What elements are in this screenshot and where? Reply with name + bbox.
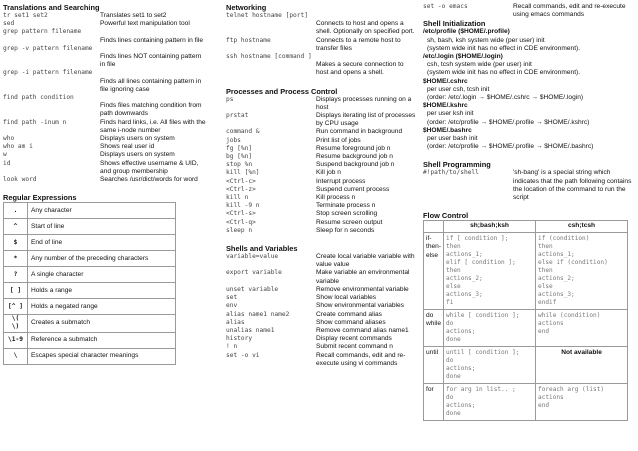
regex-meaning: Holds a negated range <box>28 299 176 315</box>
command-text: kill -9 n <box>226 202 260 210</box>
command-text: ! n <box>226 343 238 351</box>
description-text: Remove environmental variable <box>316 285 409 293</box>
column-3 <box>423 3 635 421</box>
description-text: Kill process n <box>316 194 356 202</box>
description-text: Kill job n <box>316 169 341 177</box>
init-heading: Shell Initialization <box>423 19 486 29</box>
list-item <box>226 269 416 285</box>
table-row <box>4 299 176 315</box>
init-line: $HOME/.kshrc <box>423 102 468 110</box>
init-line: $HOME/.cshrc <box>423 77 468 85</box>
table-row <box>4 219 176 235</box>
list-item <box>3 102 208 118</box>
shebang-command: #!path/to/shell <box>423 169 479 177</box>
translations-list <box>3 12 208 184</box>
description-text: Searches /usr/dict/words for word <box>100 176 198 184</box>
sh-syntax: while [ condition ]; do actions; done <box>444 310 536 347</box>
init-line: /etc/profile ($HOME/.profile) <box>423 28 510 36</box>
description-text: Terminate process n <box>316 202 376 210</box>
command-text: tr set1 set2 <box>3 12 48 19</box>
table-row <box>4 235 176 251</box>
regex-heading: Regular Expressions <box>3 193 77 203</box>
list-item <box>226 112 416 128</box>
list-item <box>226 343 416 351</box>
regex-meaning: Start of line <box>28 219 176 235</box>
networking-heading: Networking <box>226 3 267 12</box>
table-row <box>4 251 176 267</box>
list-item <box>226 20 416 36</box>
table-row <box>4 203 176 219</box>
regex-meaning: Escapes special character meanings <box>28 348 176 364</box>
processes-heading: Processes and Process Control <box>226 86 338 96</box>
regex-meaning: A single character <box>28 267 176 283</box>
command-text: history <box>226 335 253 343</box>
list-item <box>3 119 208 135</box>
command-text: grep pattern filename <box>3 28 82 36</box>
command-text: prstat <box>226 112 249 120</box>
regex-symbol: ^ <box>4 219 28 235</box>
csh-syntax: if (condition) then actions_1; else if (condition) then actions_2; else actions_3; endif <box>536 233 628 310</box>
csh-syntax: Not available <box>536 347 628 384</box>
list-item <box>226 169 416 177</box>
sh-syntax: if [ condition ]; then actions_1; elif [ condition ]; then actions_2; else actions_3; fi <box>444 233 536 310</box>
command-text: variable=value <box>226 253 279 261</box>
description-text: Interrupt process <box>316 177 366 185</box>
regex-meaning: End of line <box>28 235 176 251</box>
list-item <box>226 137 416 145</box>
table-row <box>424 347 628 384</box>
list-item <box>226 294 416 302</box>
command-text: kill [%n] <box>226 169 260 177</box>
list-item <box>226 186 416 194</box>
init-line: (system wide init has no effect in CDE environment). <box>427 44 581 52</box>
list-item <box>226 352 416 368</box>
init-line: per user csh, tcsh init <box>427 85 490 93</box>
command-text: jobs <box>226 136 241 144</box>
shebang-description: 'sh-bang' is a special string which indicates that the path following contains the location of the command to run the script <box>513 169 632 202</box>
csh-syntax: while (condition) actions end <box>536 310 628 347</box>
flow-header-empty <box>424 221 444 233</box>
command-text: ps <box>226 95 234 103</box>
list-item <box>226 227 416 235</box>
description-text: Sleep for n seconds <box>316 226 375 234</box>
description-text: Recall commands, edit and re-execute using vi commands <box>316 351 406 367</box>
table-row <box>424 310 628 347</box>
list-item <box>226 61 416 77</box>
command-text: alias <box>226 318 245 326</box>
description-text: Remove command alias name1 <box>316 326 409 334</box>
command-text: find path condition <box>3 94 74 102</box>
description-text <box>100 28 208 36</box>
description-text: Suspend current process <box>316 185 390 193</box>
csh-syntax: foreach arg (list) actions end <box>536 384 628 421</box>
sh-syntax: until [ condition ]; do actions; done <box>444 347 536 384</box>
list-item <box>3 37 208 45</box>
list-item <box>3 12 208 20</box>
flow-header-sh: sh;bash;ksh <box>444 221 536 233</box>
list-item <box>3 53 208 69</box>
emacs-command: set -o emacs <box>423 3 468 10</box>
description-text: Displays users on system <box>100 135 175 143</box>
command-text <box>226 20 316 36</box>
flow-construct: until <box>424 347 444 384</box>
table-row <box>4 283 176 299</box>
command-text: who am i <box>3 143 33 151</box>
list-item <box>3 143 208 151</box>
list-item <box>3 45 208 53</box>
init-line: csh, tcsh system wide (per user) init <box>427 61 532 69</box>
command-text: find path -inum n <box>3 118 67 126</box>
regex-table <box>3 202 176 364</box>
command-text: bg [%n] <box>226 153 253 161</box>
init-line: per user ksh init <box>427 110 474 118</box>
command-text <box>3 53 100 69</box>
command-text: env <box>226 302 238 310</box>
list-item <box>226 311 416 319</box>
emacs-description: Recall commands, edit and re-execute using emacs commands <box>513 3 626 19</box>
command-text: sleep n <box>226 226 253 234</box>
flow-table <box>423 220 628 421</box>
regex-symbol: * <box>4 251 28 267</box>
command-text: w <box>3 151 7 159</box>
description-text: Finds files matching condition from path downwards <box>100 102 202 118</box>
list-item <box>226 153 416 161</box>
regex-symbol: \( \) <box>4 315 28 332</box>
flow-construct: if-then-else <box>424 233 444 310</box>
list-item <box>3 176 208 184</box>
regex-meaning: Any character <box>28 203 176 219</box>
description-text: Show command aliases <box>316 318 386 326</box>
regex-symbol: \ <box>4 348 28 364</box>
description-text <box>316 53 416 61</box>
regex-meaning: Reference a submatch <box>28 332 176 348</box>
column-2 <box>226 3 416 368</box>
command-text: <Ctrl-q> <box>226 218 256 226</box>
list-item <box>226 128 416 136</box>
command-text: <Ctrl-s> <box>226 210 256 218</box>
command-text: set -o vi <box>226 351 260 359</box>
regex-symbol: . <box>4 203 28 219</box>
emacs-row <box>423 3 635 19</box>
init-line: /etc/.login ($HOME/.login) <box>423 53 503 61</box>
description-text: Suspend background job n <box>316 161 395 169</box>
list-item <box>226 96 416 112</box>
command-text: ftp hostname <box>226 36 271 44</box>
command-text <box>3 102 100 118</box>
description-text: Displays processes running on a host <box>316 95 412 111</box>
description-text: Resume screen output <box>316 218 383 226</box>
regex-symbol: \1-9 <box>4 332 28 348</box>
list-item <box>226 319 416 327</box>
init-list <box>423 28 635 151</box>
init-line: $HOME/.bashrc <box>423 126 472 134</box>
shells-list <box>226 253 416 368</box>
networking-list <box>226 12 416 78</box>
list-item <box>3 20 208 28</box>
command-text: <Ctrl-z> <box>226 185 256 193</box>
table-row <box>4 348 176 364</box>
list-item <box>226 335 416 343</box>
flow-heading: Flow Control <box>423 211 469 221</box>
description-text: Finds lines NOT containing pattern in file <box>100 53 202 69</box>
regex-symbol: $ <box>4 235 28 251</box>
description-text: Displays iterating list of processes by CPU usage <box>316 112 416 128</box>
init-line: (order: /etc/.login → $HOME/.cshrc → $HOME/.login) <box>427 94 584 102</box>
list-item <box>3 69 208 77</box>
description-text: Stop screen scrolling <box>316 210 378 218</box>
description-text: Make variable an environmental variable <box>316 269 410 285</box>
list-item <box>3 151 208 159</box>
description-text: Connects to host and opens a shell. Optionally on specified port. <box>316 20 415 36</box>
regex-meaning: Holds a range <box>28 283 176 299</box>
description-text: Create command alias <box>316 310 382 318</box>
processes-list <box>226 96 416 235</box>
command-text: grep -v pattern filename <box>3 44 93 52</box>
description-text: Finds hard links, i.e. All files with the same i-node number <box>100 118 206 134</box>
description-text <box>100 69 208 77</box>
description-text: Show environmental variables <box>316 302 404 310</box>
description-text: Shows real user id <box>100 143 155 151</box>
description-text: Resume background job n <box>316 153 393 161</box>
description-text: Translates set1 to set2 <box>100 12 167 19</box>
command-text: kill n <box>226 194 249 202</box>
table-row <box>424 384 628 421</box>
description-text: Show local variables <box>316 294 377 302</box>
command-text: stop %n <box>226 161 253 169</box>
list-item <box>226 178 416 186</box>
regex-symbol: [ ] <box>4 283 28 299</box>
init-line: (order: /etc/profile → $HOME/.profile → $HOME/.bashrc) <box>427 143 594 151</box>
list-item <box>226 161 416 169</box>
list-item <box>226 145 416 153</box>
init-line: (order: /etc/profile → $HOME/.profile → $HOME/.kshrc) <box>427 118 590 126</box>
list-item <box>226 286 416 294</box>
regex-meaning: Any number of the preceding characters <box>28 251 176 267</box>
command-text: id <box>3 159 11 167</box>
command-text: look word <box>3 176 37 184</box>
description-text: Submit recent command n <box>316 343 393 351</box>
list-item <box>226 219 416 227</box>
command-text: alias name1 name2 <box>226 310 290 318</box>
list-item <box>3 135 208 143</box>
list-item <box>3 94 208 102</box>
description-text <box>100 94 208 102</box>
flow-construct: for <box>424 384 444 421</box>
command-text: telnet hostname [port] <box>226 12 308 19</box>
command-text: ssh hostname [command ] <box>226 53 312 61</box>
list-item <box>226 53 416 61</box>
command-text: unalias name1 <box>226 326 275 334</box>
description-text: Connects to a remote host to transfer files <box>316 36 401 52</box>
regex-symbol: ? <box>4 267 28 283</box>
list-item <box>3 28 208 36</box>
command-text: grep -i pattern filename <box>3 69 93 77</box>
description-text: Create local variable variable with value value <box>316 253 415 269</box>
list-item <box>226 327 416 335</box>
regex-meaning: Creates a submatch <box>28 315 176 332</box>
command-text <box>226 61 316 77</box>
flow-construct: do while <box>424 310 444 347</box>
description-text: Shows effective username & UID, and group membership <box>100 159 199 175</box>
table-row <box>424 233 628 310</box>
list-item <box>226 194 416 202</box>
table-row <box>4 315 176 332</box>
description-text: Resume foreground job n <box>316 144 391 152</box>
flow-header-csh: csh;tcsh <box>536 221 628 233</box>
command-text: export variable <box>226 269 282 277</box>
shebang-row <box>423 169 635 202</box>
list-item <box>3 160 208 176</box>
list-item <box>226 202 416 210</box>
description-text: Run command in background <box>316 128 403 136</box>
description-text: Display recent commands <box>316 335 392 343</box>
list-item <box>226 210 416 218</box>
description-text <box>316 12 416 20</box>
table-row <box>4 332 176 348</box>
command-text: unset variable <box>226 285 279 293</box>
list-item <box>226 253 416 269</box>
regex-symbol: [^ ] <box>4 299 28 315</box>
description-text: Finds all lines containing pattern in file ignoring case <box>100 77 202 93</box>
command-text <box>3 78 100 94</box>
programming-heading: Shell Programming <box>423 160 491 170</box>
list-item <box>3 78 208 94</box>
list-item <box>226 12 416 20</box>
command-text: fg [%n] <box>226 144 253 152</box>
column-1 <box>3 3 208 365</box>
init-line: sh, bash, ksh system wide (per user) init <box>427 36 545 44</box>
flow-header-row <box>424 221 628 233</box>
table-row <box>4 267 176 283</box>
init-line: per user bash init <box>427 135 478 143</box>
description-text: Print list of jobs <box>316 136 361 144</box>
description-text <box>100 45 208 53</box>
command-text: sed <box>3 20 15 28</box>
shells-heading: Shells and Variables <box>226 244 298 254</box>
sh-syntax: for arg in list.. ; do actions; done <box>444 384 536 421</box>
command-text: command & <box>226 128 260 136</box>
command-text: <Ctrl-c> <box>226 177 256 185</box>
list-item <box>226 37 416 53</box>
init-line: (system wide init has no effect in CDE environment). <box>427 69 581 77</box>
translations-heading: Translations and Searching <box>3 3 100 12</box>
command-text: who <box>3 135 15 143</box>
description-text: Powerful text manipulation tool <box>100 20 190 28</box>
list-item <box>226 302 416 310</box>
description-text: Makes a secure connection to host and opens a shell. <box>316 61 404 77</box>
command-text: set <box>226 294 238 302</box>
command-text <box>3 37 100 45</box>
description-text: Finds lines containing pattern in file <box>100 36 203 44</box>
description-text: Displays users on system <box>100 151 175 159</box>
